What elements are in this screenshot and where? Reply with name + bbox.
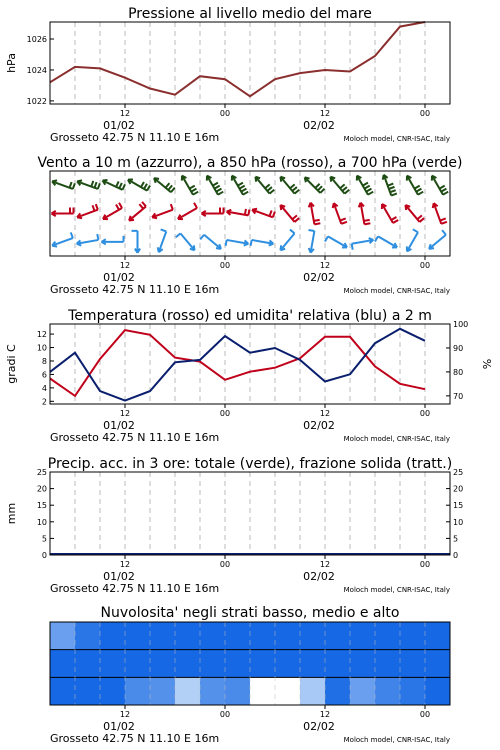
wind-barb-700-hPa xyxy=(103,180,125,190)
cloud-cell-medio xyxy=(350,650,376,678)
cloud-cell-basso xyxy=(75,677,101,705)
wind-barb-700-hPa xyxy=(357,176,373,195)
cloud-cell-alto xyxy=(175,622,201,650)
precip-y-tick-label: 20 xyxy=(36,484,47,494)
wind-barb-850-hPa xyxy=(129,202,146,221)
pressure-y-tick-label: 1022 xyxy=(26,96,47,106)
precip-date-label: 01/02 xyxy=(103,570,135,583)
temperature-series-line-0 xyxy=(50,330,425,396)
wind-model-label: Moloch model, CNR-ISAC, Italy xyxy=(343,287,450,295)
cloud-cell-medio xyxy=(125,650,151,678)
wind-title: Vento a 10 m (azzurro), a 850 hPa (rosso), a 700 hPa (verde) xyxy=(37,155,463,171)
precip-y2-tick-label: 25 xyxy=(453,468,464,477)
temperature-x-tick-label: 12 xyxy=(119,409,131,418)
temperature-panel xyxy=(5,308,494,444)
wind-barb-850-hPa xyxy=(405,205,424,222)
wind-barb-700-hPa xyxy=(383,175,397,196)
wind-barb-10-m xyxy=(132,231,141,253)
cloud-cell-basso xyxy=(250,677,276,705)
clouds-date-label: 02/02 xyxy=(303,720,335,733)
wind-barb-850-hPa xyxy=(252,209,275,218)
cloud-cell-medio xyxy=(100,650,126,678)
cloud-cell-alto xyxy=(400,622,426,650)
temperature-y2-tick-label: 70 xyxy=(453,391,464,401)
clouds-x-tick-label: 12 xyxy=(319,710,331,719)
pressure-location-label: Grosseto 42.75 N 11.10 E 16m xyxy=(50,131,220,144)
temperature-series-line-1 xyxy=(50,329,425,401)
cloud-cell-medio xyxy=(175,650,201,678)
precip-x-tick-label: 00 xyxy=(219,560,231,569)
cloud-cell-basso xyxy=(50,677,76,705)
temperature-y2-tick-label: 80 xyxy=(453,367,464,377)
cloud-cell-basso xyxy=(325,677,351,705)
wind-location-label: Grosseto 42.75 N 11.10 E 16m xyxy=(50,283,220,296)
precip-y-tick-label: 10 xyxy=(36,517,47,527)
cloud-cell-basso xyxy=(300,677,326,705)
wind-barb-700-hPa xyxy=(330,177,349,194)
pressure-x-tick-label: 00 xyxy=(219,109,231,118)
clouds-x-tick-label: 00 xyxy=(219,710,231,719)
wind-barb-850-hPa xyxy=(280,205,299,222)
cloud-cell-basso xyxy=(350,677,376,705)
cloud-cell-basso xyxy=(375,677,401,705)
clouds-panel xyxy=(50,605,451,745)
cloud-cell-basso xyxy=(200,677,226,705)
wind-barb-700-hPa xyxy=(255,177,274,194)
cloud-cell-medio xyxy=(225,650,251,678)
cloud-cell-alto xyxy=(350,622,376,650)
wind-x-tick-label: 00 xyxy=(419,261,431,270)
wind-barb-850-hPa xyxy=(333,203,347,224)
wind-barb-850-hPa xyxy=(433,203,447,224)
pressure-model-label: Moloch model, CNR-ISAC, Italy xyxy=(343,135,450,143)
wind-date-label: 01/02 xyxy=(103,271,135,284)
wind-barb-700-hPa xyxy=(280,177,299,194)
cloud-cell-basso xyxy=(425,677,451,705)
clouds-x-tick-label: 00 xyxy=(419,710,431,719)
precip-y-tick-label: 25 xyxy=(36,468,47,477)
clouds-model-label: Moloch model, CNR-ISAC, Italy xyxy=(343,736,450,744)
temperature-date-label: 02/02 xyxy=(303,419,335,432)
pressure-series-line-0 xyxy=(50,22,425,96)
wind-barb-850-hPa xyxy=(309,203,321,225)
wind-barb-10-m xyxy=(226,240,249,246)
wind-x-tick-label: 12 xyxy=(319,261,331,270)
temperature-x-tick-label: 00 xyxy=(419,409,431,418)
cloud-cell-alto xyxy=(250,622,276,650)
temperature-y-tick-label: 12 xyxy=(36,330,47,340)
cloud-cell-alto xyxy=(150,622,176,650)
wind-barb-10-m xyxy=(375,236,397,247)
temperature-model-label: Moloch model, CNR-ISAC, Italy xyxy=(343,435,450,443)
wind-barb-10-m xyxy=(309,230,315,253)
wind-barb-10-m xyxy=(352,238,374,250)
temperature-y2-tick-label: 90 xyxy=(453,343,464,353)
wind-barb-10-m xyxy=(325,236,347,247)
wind-barb-850-hPa xyxy=(52,208,74,217)
cloud-cell-alto xyxy=(225,622,251,650)
wind-barb-700-hPa xyxy=(52,180,75,189)
wind-barb-10-m xyxy=(407,229,418,251)
temperature-y-tick-label: 10 xyxy=(36,343,47,353)
wind-barb-10-m xyxy=(200,235,221,249)
temperature-y-tick-label: 4 xyxy=(41,383,47,393)
temperature-x-tick-label: 12 xyxy=(319,409,331,418)
cloud-cell-medio xyxy=(275,650,301,678)
wind-barb-850-hPa xyxy=(202,208,224,217)
cloud-cell-medio xyxy=(50,650,76,678)
wind-barb-700-hPa xyxy=(182,176,198,195)
wind-panel xyxy=(37,155,462,296)
wind-date-label: 02/02 xyxy=(303,271,335,284)
cloud-cell-medio xyxy=(75,650,101,678)
precip-location-label: Grosseto 42.75 N 11.10 E 16m xyxy=(50,582,220,595)
wind-barb-700-hPa xyxy=(232,176,248,195)
temperature-x-tick-label: 00 xyxy=(219,409,231,418)
temperature-location-label: Grosseto 42.75 N 11.10 E 16m xyxy=(50,431,220,444)
precip-model-label: Moloch model, CNR-ISAC, Italy xyxy=(343,586,450,594)
pressure-y-label: hPa xyxy=(5,53,18,73)
cloud-cell-basso xyxy=(275,677,301,705)
precip-y-label: mm xyxy=(5,502,18,525)
wind-barb-850-hPa xyxy=(103,203,122,219)
wind-barb-850-hPa xyxy=(152,204,173,218)
cloud-cell-alto xyxy=(300,622,326,650)
cloud-cell-alto xyxy=(275,622,301,650)
precip-panel xyxy=(5,456,463,595)
cloud-cell-alto xyxy=(325,622,351,650)
precip-y-tick-label: 0 xyxy=(41,551,47,560)
precip-y-tick-label: 5 xyxy=(41,534,47,544)
temperature-y-tick-label: 2 xyxy=(41,397,47,407)
cloud-cell-medio xyxy=(425,650,451,678)
pressure-x-tick-label: 12 xyxy=(319,109,331,118)
pressure-x-tick-label: 00 xyxy=(419,109,431,118)
precip-date-label: 02/02 xyxy=(303,570,335,583)
temperature-y2-tick-label: 100 xyxy=(453,320,469,329)
pressure-panel xyxy=(5,6,450,144)
temperature-title: Temperatura (rosso) ed umidita' relativa (blu) a 2 m xyxy=(68,308,432,324)
cloud-cell-medio xyxy=(325,650,351,678)
precip-y2-tick-label: 10 xyxy=(453,517,464,527)
temperature-y-tick-label: 8 xyxy=(41,356,47,366)
wind-barb-700-hPa xyxy=(154,178,175,192)
wind-barb-700-hPa xyxy=(77,180,100,189)
wind-barb-10-m xyxy=(176,233,195,250)
precip-y2-tick-label: 15 xyxy=(453,501,464,511)
precip-x-tick-label: 00 xyxy=(419,560,431,569)
cloud-cell-medio xyxy=(300,650,326,678)
cloud-cell-basso xyxy=(400,677,426,705)
cloud-cell-basso xyxy=(125,677,151,705)
temperature-date-label: 01/02 xyxy=(103,419,135,432)
cloud-cell-medio xyxy=(400,650,426,678)
wind-barb-700-hPa xyxy=(432,176,448,195)
clouds-location-label: Grosseto 42.75 N 11.10 E 16m xyxy=(50,732,220,745)
wind-barb-700-hPa xyxy=(305,177,325,193)
wind-barb-10-m xyxy=(52,232,73,246)
temperature-y-label: gradi C xyxy=(5,344,18,384)
cloud-cell-alto xyxy=(200,622,226,650)
wind-barb-700-hPa xyxy=(128,180,150,191)
precip-y-tick-label: 15 xyxy=(36,501,47,511)
cloud-cell-basso xyxy=(175,677,201,705)
cloud-cell-basso xyxy=(150,677,176,705)
wind-barb-10-m xyxy=(77,234,99,246)
wind-barb-10-m xyxy=(429,230,446,249)
wind-barb-700-hPa xyxy=(407,176,423,195)
precip-x-tick-label: 12 xyxy=(319,560,331,569)
clouds-date-label: 01/02 xyxy=(103,720,135,733)
wind-x-tick-label: 00 xyxy=(219,261,231,270)
cloud-cell-basso xyxy=(225,677,251,705)
cloud-cell-medio xyxy=(250,650,276,678)
temperature-y2-label: % xyxy=(481,358,494,370)
pressure-y-tick-label: 1026 xyxy=(26,35,47,45)
wind-barb-850-hPa xyxy=(382,204,398,223)
wind-barb-10-m xyxy=(158,229,167,252)
cloud-cell-alto xyxy=(50,622,76,650)
cloud-cell-medio xyxy=(375,650,401,678)
precip-y2-tick-label: 20 xyxy=(453,484,464,494)
wind-barb-10-m xyxy=(280,230,294,251)
wind-barb-850-hPa xyxy=(77,204,98,218)
cloud-cell-alto xyxy=(75,622,101,650)
wind-barb-10-m xyxy=(251,240,274,246)
pressure-date-label: 01/02 xyxy=(103,119,135,132)
cloud-cell-alto xyxy=(125,622,151,650)
wind-barb-850-hPa xyxy=(178,203,197,219)
cloud-cell-alto xyxy=(375,622,401,650)
precip-y2-tick-label: 5 xyxy=(453,534,459,544)
cloud-cell-basso xyxy=(100,677,126,705)
cloud-cell-medio xyxy=(200,650,226,678)
precip-title: Precip. acc. in 3 ore: totale (verde), frazione solida (tratt.) xyxy=(47,456,453,472)
pressure-x-tick-label: 12 xyxy=(119,109,131,118)
cloud-cell-medio xyxy=(150,650,176,678)
temperature-y-tick-label: 6 xyxy=(41,370,47,380)
clouds-title: Nuvolosita' negli strati basso, medio e alto xyxy=(100,605,400,621)
precip-x-tick-label: 12 xyxy=(119,560,131,569)
precip-y2-tick-label: 0 xyxy=(453,551,459,560)
wind-barb-850-hPa xyxy=(359,203,371,225)
cloud-cell-alto xyxy=(425,622,451,650)
pressure-y-tick-label: 1024 xyxy=(26,65,47,75)
pressure-date-label: 02/02 xyxy=(303,119,335,132)
cloud-cell-alto xyxy=(100,622,126,650)
wind-barb-850-hPa xyxy=(227,209,250,216)
clouds-x-tick-label: 12 xyxy=(119,710,131,719)
wind-barb-700-hPa xyxy=(207,176,223,195)
wind-x-tick-label: 12 xyxy=(119,261,131,270)
pressure-title: Pressione al livello medio del mare xyxy=(128,6,372,22)
wind-barb-10-m xyxy=(102,236,124,245)
